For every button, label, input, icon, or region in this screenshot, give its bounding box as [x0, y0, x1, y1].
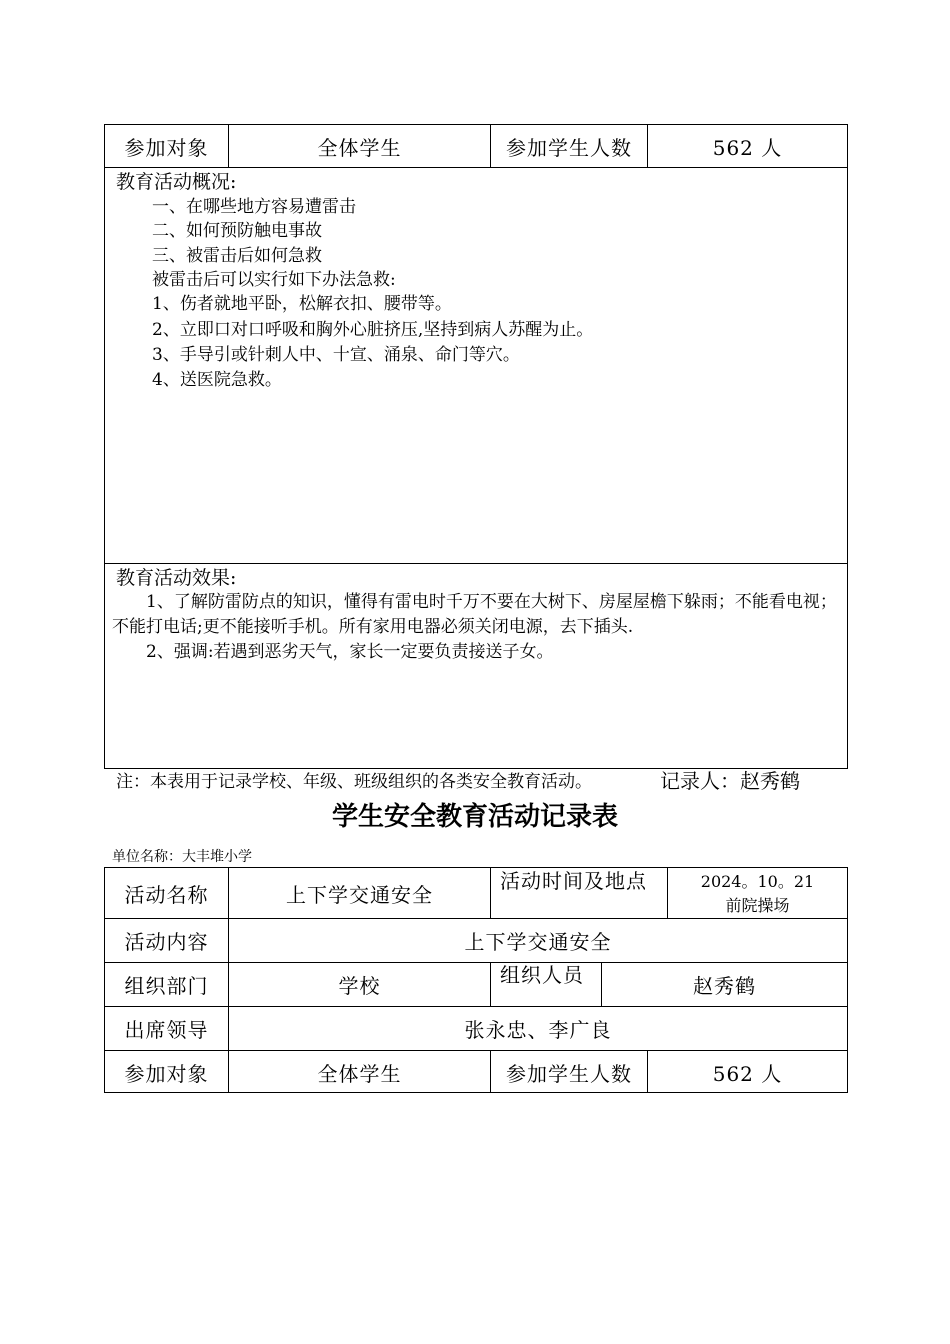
effect-paragraph: 1、了解防雷防点的知识，懂得有雷电时千万不要在大树下、房屋屋檐下躲雨；不能看电视；不能打电话;更不能接听手机。所有家用电器必须关闭电源，去下插头. [112, 592, 837, 637]
organizer-value: 赵秀鹤 [693, 974, 756, 998]
organizer-label: 组织人员 [500, 963, 584, 987]
overview-line: 1、伤者就地平卧，松解衣扣、腰带等。 [152, 294, 452, 314]
overview-line: 三、被雷击后如何急救 [152, 246, 322, 266]
divider [490, 867, 491, 918]
activity-name-value: 上下学交通安全 [286, 882, 433, 907]
divider [490, 962, 491, 1006]
overview-line: 4、送医院急救。 [152, 370, 282, 390]
divider [104, 167, 848, 168]
time-place-label: 活动时间及地点 [500, 869, 647, 893]
student-count-label: 参加学生人数 [506, 1061, 632, 1086]
student-count-label: 参加学生人数 [506, 135, 632, 160]
activity-content-label: 活动内容 [124, 930, 209, 954]
overview-heading: 教育活动概况: [116, 171, 237, 193]
organizing-dept-label: 组织部门 [124, 974, 209, 998]
divider [104, 563, 848, 564]
organizing-dept-value: 学校 [338, 974, 381, 998]
participants-value: 全体学生 [317, 1061, 402, 1086]
overview-line: 一、在哪些地方容易遭雷击 [152, 197, 356, 217]
attending-leaders-label: 出席领导 [124, 1018, 209, 1042]
activity-content-value: 上下学交通安全 [464, 930, 612, 954]
effect-heading: 教育活动效果: [116, 567, 237, 589]
participants-label: 参加对象 [124, 135, 209, 160]
student-count-value: 562 人 [712, 1061, 783, 1086]
unit-name: 单位名称：大丰堆小学 [112, 849, 252, 865]
overview-line: 二、如何预防触电事故 [152, 221, 322, 241]
effect-paragraph: 2、强调:若遇到恶劣天气，家长一定要负责接送子女。 [146, 642, 554, 662]
attending-leaders-value: 张永忠、李广良 [464, 1018, 612, 1042]
student-count-value: 562 人 [712, 135, 783, 160]
overview-line: 被雷击后可以实行如下办法急救: [152, 270, 396, 290]
activity-time: 2024。10。21 [700, 872, 815, 891]
overview-line: 2、立即口对口呼吸和胸外心脏挤压,坚持到病人苏醒为止。 [152, 320, 594, 340]
activity-place: 前院操场 [725, 896, 790, 915]
participants-label: 参加对象 [124, 1061, 209, 1086]
participants-value: 全体学生 [317, 135, 402, 160]
activity-name-label: 活动名称 [124, 882, 209, 907]
recorder: 记录人：赵秀鹤 [660, 769, 800, 793]
page-title: 学生安全教育活动记录表 [331, 802, 618, 832]
table-note: 注：本表用于记录学校、年级、班级组织的各类安全教育活动。 [116, 772, 592, 792]
overview-line: 3、手导引或针刺人中、十宣、涌泉、命门等穴。 [152, 345, 520, 365]
